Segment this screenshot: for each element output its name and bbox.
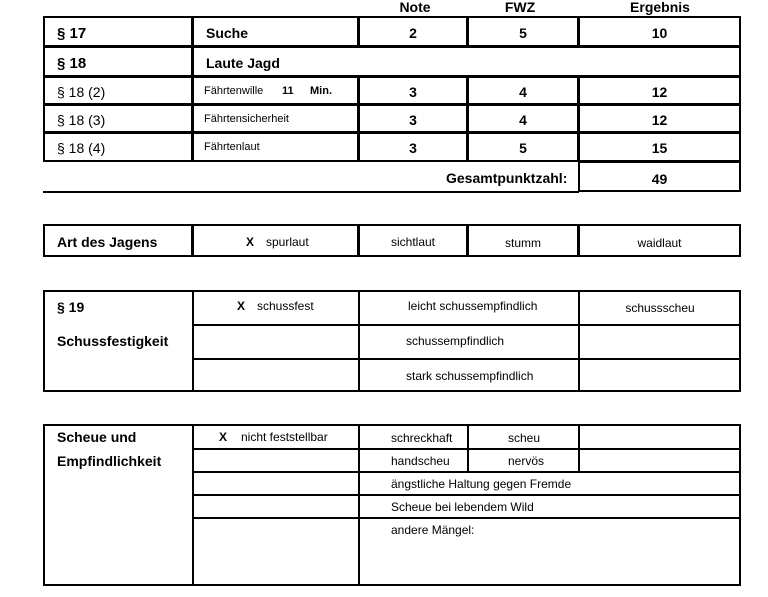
header-note: Note	[399, 0, 431, 15]
jagen-option: waidlaut	[637, 236, 682, 250]
p18-row-ergebnis-cell	[578, 104, 741, 133]
p18-row-label: § 18 (4)	[57, 140, 106, 156]
p19-option: schussfest	[257, 299, 314, 313]
p17-note: 2	[409, 25, 417, 41]
p18-row-label-cell	[43, 104, 193, 133]
p19-row-line	[192, 324, 741, 326]
faehrtenwille-unit: Min.	[310, 85, 332, 97]
scheue-row-line	[192, 517, 741, 519]
jagen-title: Art des Jagens	[57, 234, 158, 250]
p19-option: stark schussempfindlich	[406, 369, 534, 383]
jagen-option: spurlaut	[266, 235, 309, 249]
p18-row-label: § 18 (3)	[57, 112, 106, 128]
scheue-option: andere Mängel:	[391, 523, 475, 537]
p19-title: Schussfestigkeit	[57, 333, 169, 349]
p18-row-note: 3	[409, 112, 417, 128]
jagen-option-cell	[358, 224, 468, 257]
p17-name: Suche	[206, 25, 249, 41]
p18-row-name-cell	[192, 132, 359, 162]
total-value-cell	[578, 161, 741, 192]
p19-divider	[358, 290, 360, 392]
p18-row-note: 3	[409, 84, 417, 100]
p18-row-ergebnis-cell	[578, 132, 741, 162]
p19-option: schussempfindlich	[406, 334, 505, 348]
p19-check-mark: X	[237, 299, 246, 313]
jagen-option: stumm	[505, 236, 541, 250]
p18-row-label: § 18 (2)	[57, 84, 106, 100]
p18-row-fwz-cell	[467, 104, 579, 133]
scheue-check-mark: X	[219, 430, 228, 444]
p19-row-line	[192, 358, 741, 360]
scheue-option: ängstliche Haltung gegen Fremde	[391, 477, 572, 491]
p18-row-ergebnis: 15	[651, 140, 668, 156]
total-value: 49	[651, 171, 668, 187]
p18-row-ergebnis: 12	[651, 84, 668, 100]
p17-label: § 17	[57, 25, 87, 42]
p18-row-name-cell	[192, 76, 359, 105]
scheue-row-line	[192, 448, 741, 450]
p18-row-fwz: 4	[519, 112, 527, 128]
scheue-row-line	[192, 471, 741, 473]
scheue-option: handscheu	[391, 454, 450, 468]
p18-row-name: Fährtensicherheit	[204, 113, 289, 125]
p19-option: leicht schussempfindlich	[408, 299, 538, 313]
p17-ergebnis-cell	[578, 16, 741, 47]
jagen-check-mark: X	[246, 235, 255, 249]
jagen-option-cell	[467, 224, 579, 257]
p19-divider	[192, 290, 194, 392]
faehrtenwille-minutes: 11	[282, 85, 294, 97]
p18-row-fwz-cell	[467, 76, 579, 105]
scheue-option: Scheue bei lebendem Wild	[391, 500, 534, 514]
scheue-title-line1: Scheue und	[57, 429, 137, 445]
p18-row-note: 3	[409, 140, 417, 156]
p19-option: schussscheu	[625, 301, 695, 315]
p18-name-cell	[192, 46, 741, 77]
p17-ergebnis: 10	[651, 25, 668, 41]
scheue-option: schreckhaft	[391, 431, 453, 445]
jagen-option-cell	[192, 224, 359, 257]
p18-row-label-cell	[43, 76, 193, 105]
scheue-title-line2: Empfindlichkeit	[57, 453, 162, 469]
p18-name: Laute Jagd	[206, 55, 280, 71]
p18-row-label-cell	[43, 132, 193, 162]
p18-row-ergebnis-cell	[578, 76, 741, 105]
p18-row-fwz: 5	[519, 140, 527, 156]
p18-row-note-cell	[358, 104, 468, 133]
p18-row-fwz-cell	[467, 132, 579, 162]
header-ergebnis: Ergebnis	[630, 0, 690, 15]
jagen-title-cell	[43, 224, 193, 257]
p17-note-cell	[358, 16, 468, 47]
p19-label: § 19	[57, 299, 85, 315]
p18-label: § 18	[57, 55, 87, 72]
scheue-option: nervös	[508, 454, 545, 468]
p18-label-cell	[43, 46, 193, 77]
p18-row-name: Fährtenwille	[204, 85, 264, 97]
p18-row-note-cell	[358, 76, 468, 105]
p18-row-name-cell	[192, 104, 359, 133]
header-fwz: FWZ	[504, 0, 536, 15]
total-label: Gesamtpunktzahl:	[446, 170, 568, 186]
p17-fwz: 5	[519, 25, 527, 41]
p17-label-cell	[43, 16, 193, 47]
scheue-row-line	[192, 494, 741, 496]
p18-row-name: Fährtenlaut	[204, 141, 260, 153]
scheue-option: nicht feststellbar	[241, 430, 328, 444]
p18-row-fwz: 4	[519, 84, 527, 100]
p17-fwz-cell	[467, 16, 579, 47]
jagen-option-cell	[578, 224, 741, 257]
p17-name-cell	[192, 16, 359, 47]
p18-row-note-cell	[358, 132, 468, 162]
scheue-option: scheu	[508, 431, 541, 445]
table-bottom-line	[43, 191, 579, 193]
jagen-option: sichtlaut	[390, 235, 436, 249]
p18-row-ergebnis: 12	[651, 112, 668, 128]
